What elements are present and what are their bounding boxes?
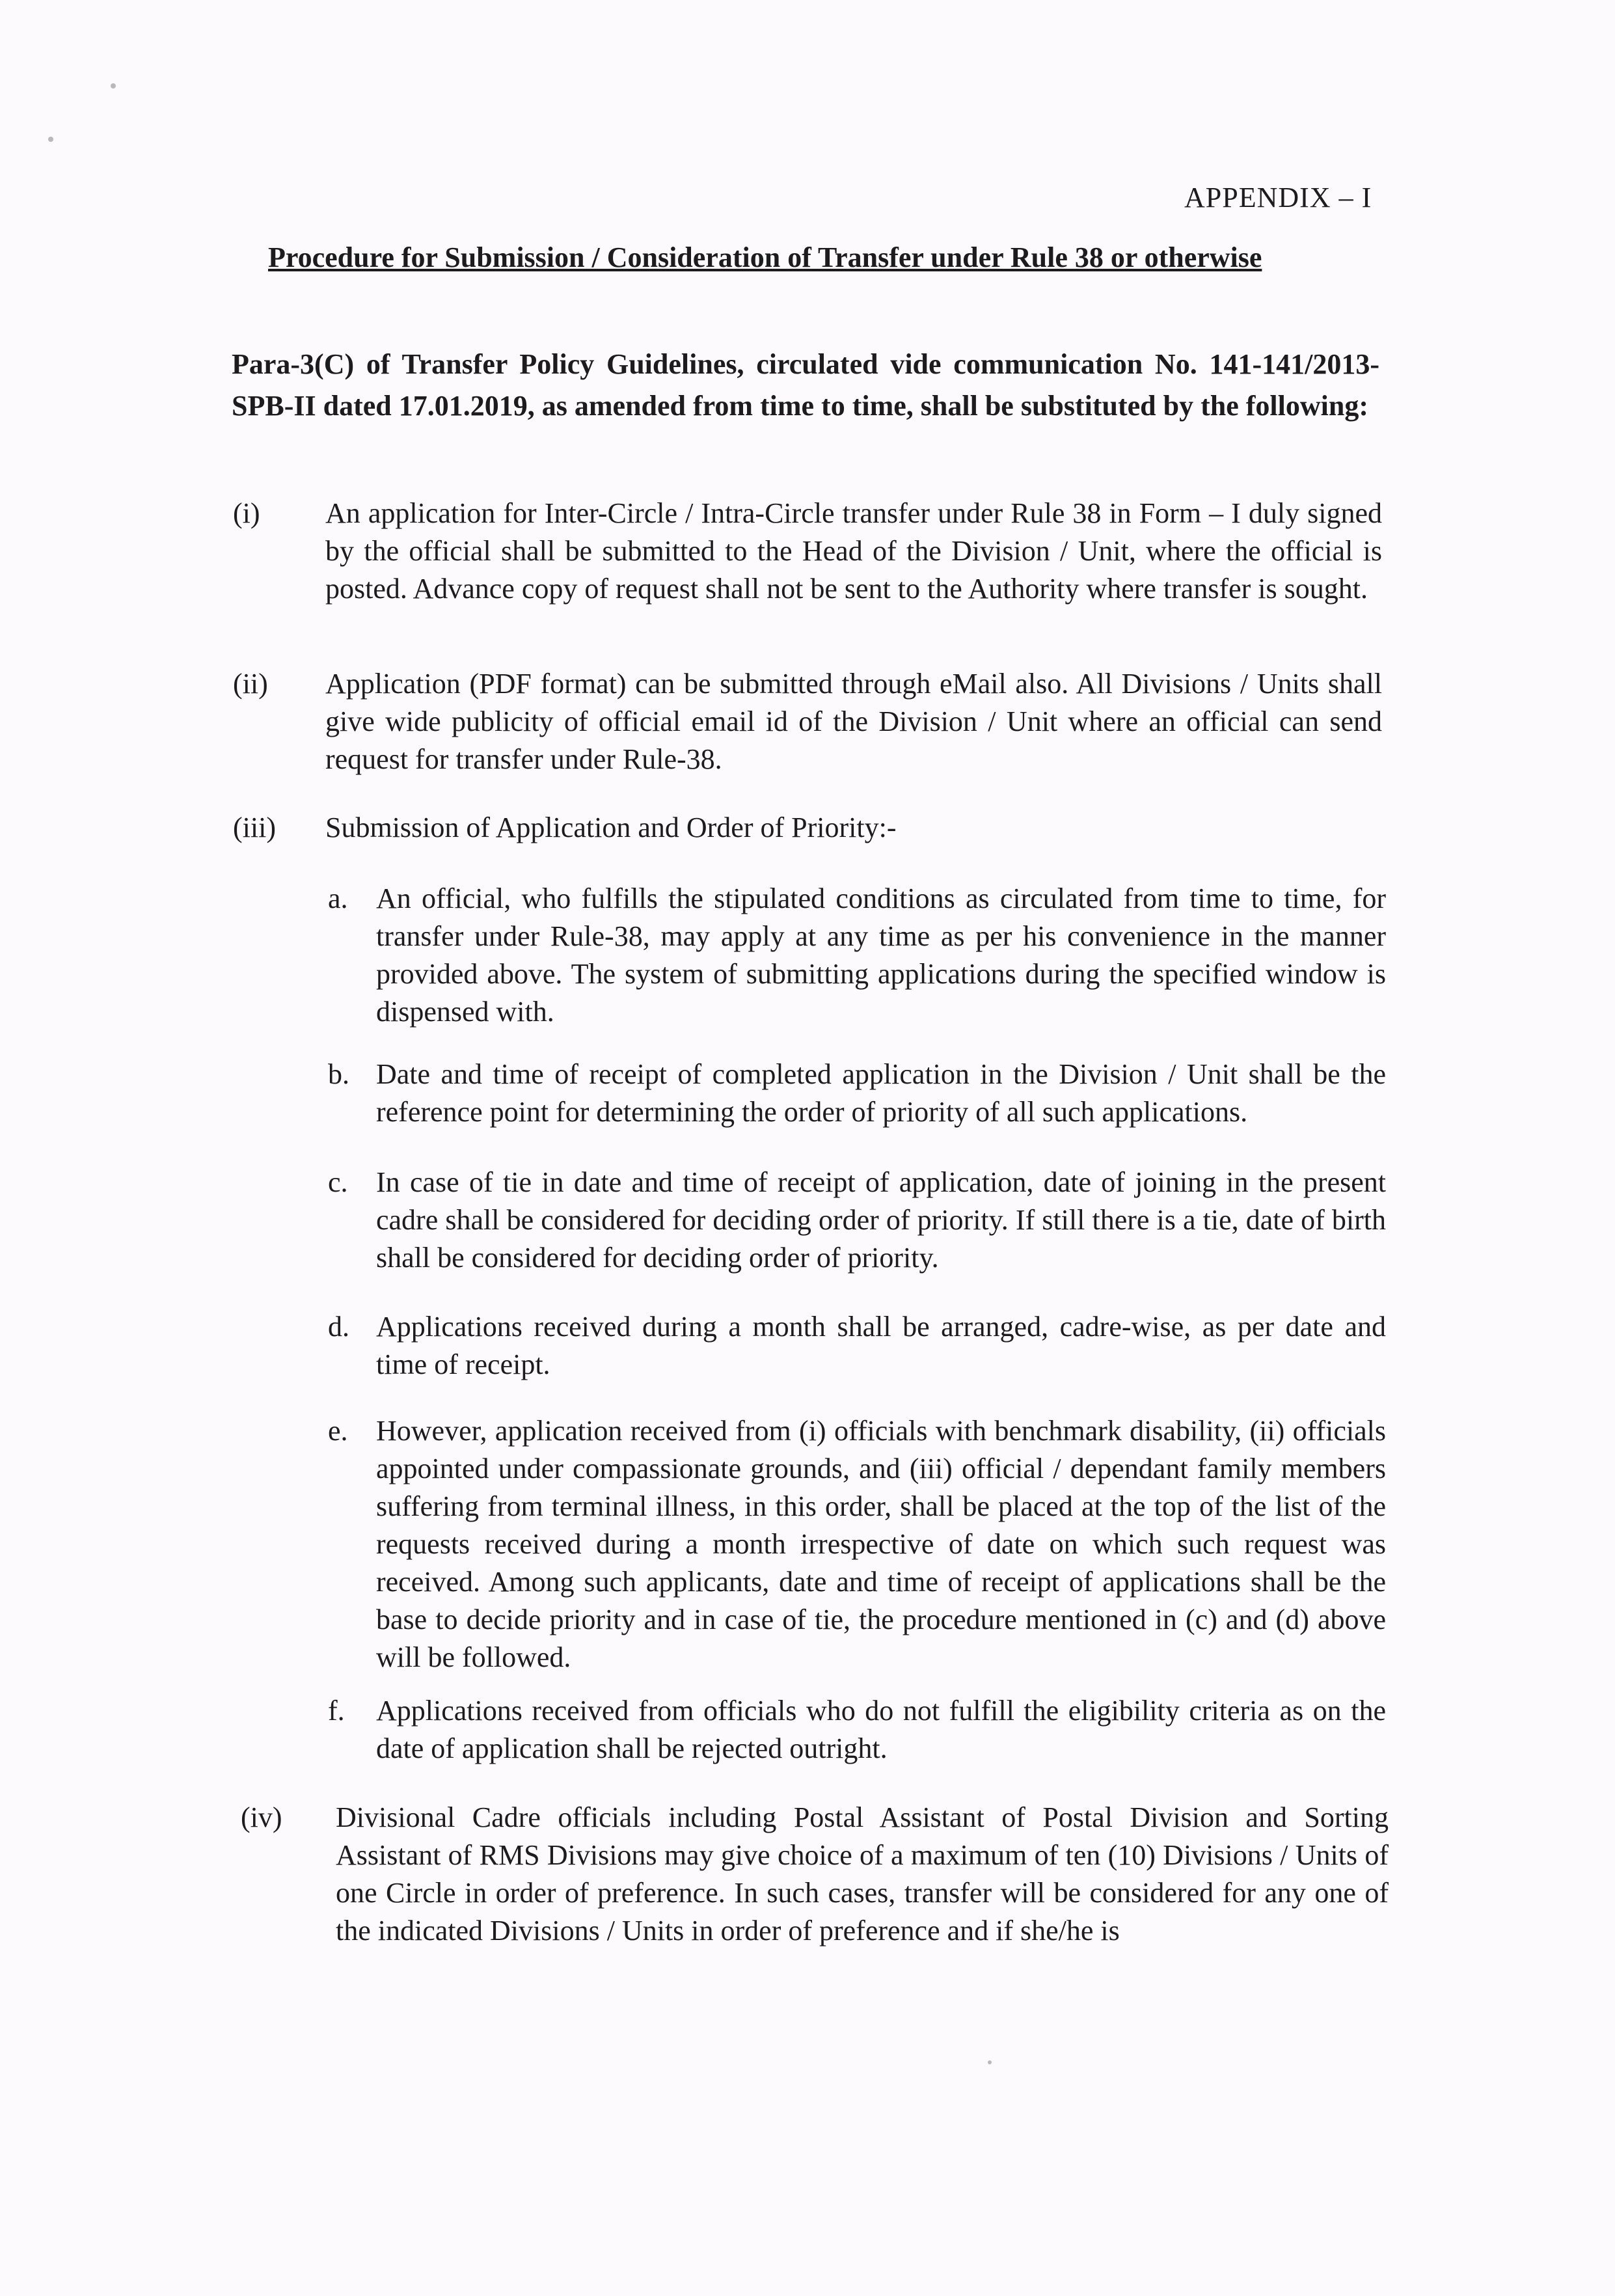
sub-item-letter: b. [328, 1058, 349, 1090]
scan-speck [988, 2060, 992, 2064]
item-text: Submission of Application and Order of Priority:- [325, 812, 897, 843]
item-number: (iv) [241, 1801, 282, 1833]
item-text: An application for Inter-Circle / Intra-Circle transfer under Rule 38 in Form – I duly signed by the official shall be submitted to the Head of the Division / Unit, where the official is posted. Advance copy of request shall not be sent to the Authority where transfer is sought. [325, 497, 1382, 605]
sub-item-text: Applications received during a month shall be arranged, cadre-wise, as per date and time of receipt. [376, 1311, 1386, 1380]
sub-item-text: However, application received from (i) officials with benchmark disability, (ii) officials appointed under compassionate grounds, and (iii) official / dependant family members suffering from terminal illness, in this order, shall be placed at the top of the list of the requests received during a month irrespective of date on which such request was received. Among such applicants, date and time of receipt of applications shall be the base to decide priority and in case of tie, the procedure mentioned in (c) and (d) above will be followed. [376, 1415, 1386, 1673]
sub-item-letter: e. [328, 1415, 348, 1447]
sub-item-letter: c. [328, 1166, 348, 1198]
intro-paragraph: Para-3(C) of Transfer Policy Guidelines, circulated vide communication No. 141-141/2013-SPB-II dated 17.01.2019, as amended from time to time, shall be substituted by the following: [232, 348, 1379, 422]
appendix-label: APPENDIX – I [1184, 182, 1372, 213]
scan-speck [111, 83, 116, 89]
sub-item-text: Date and time of receipt of completed application in the Division / Unit shall be the reference point for determining the order of priority of all such applications. [376, 1058, 1386, 1128]
item-number: (i) [233, 497, 260, 529]
item-number: (iii) [233, 812, 276, 843]
sub-item-text: Applications received from officials who do not fulfill the eligibility criteria as on the date of application shall be rejected outright. [376, 1695, 1386, 1764]
sub-item-text: In case of tie in date and time of receipt of application, date of joining in the present cadre shall be considered for deciding order of priority. If still there is a tie, date of birth shall be considered for deciding order of priority. [376, 1166, 1386, 1274]
sub-item-letter: d. [328, 1311, 349, 1343]
item-number: (ii) [233, 668, 268, 700]
page-title: Procedure for Submission / Consideration of Transfer under Rule 38 or otherwise [268, 241, 1262, 273]
sub-item-letter: f. [328, 1695, 345, 1727]
scan-speck [48, 137, 53, 142]
item-text: Divisional Cadre officials including Postal Assistant of Postal Division and Sorting Assistant of RMS Divisions may give choice of a maximum of ten (10) Divisions / Units of one Circle in order of preference. In such cases, transfer will be considered for any one of the indicated Divisions / Units in order of preference and if she/he is [336, 1801, 1389, 1947]
sub-item-text: An official, who fulfills the stipulated conditions as circulated from time to time, for transfer under Rule-38, may apply at any time as per his convenience in the manner provided above. The system of submitting applications during the specified window is dispensed with. [376, 882, 1386, 1028]
sub-item-letter: a. [328, 882, 348, 914]
item-text: Application (PDF format) can be submitted through eMail also. All Divisions / Units shall give wide publicity of official email id of the Division / Unit where an official can send request for transfer under Rule-38. [325, 668, 1382, 775]
